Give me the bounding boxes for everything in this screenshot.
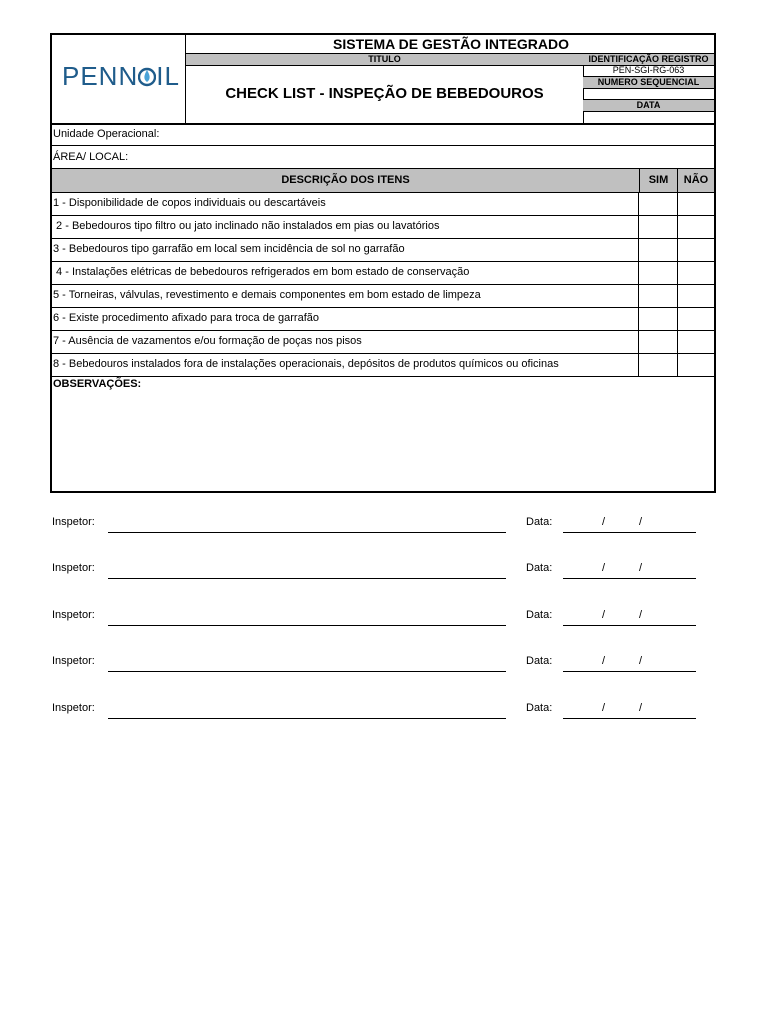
date-slash: / (602, 655, 606, 667)
item-description: 4 - Instalações elétricas de bebedouros refrigerados em bom estado de conservação (53, 261, 639, 284)
sim-checkbox[interactable] (640, 284, 678, 307)
titulo-label: TITULO (186, 53, 583, 66)
data-label: Data: (526, 655, 553, 667)
nao-checkbox[interactable] (678, 215, 714, 238)
table-row (52, 284, 714, 308)
sim-checkbox[interactable] (640, 330, 678, 353)
date-line[interactable] (563, 532, 696, 533)
sim-checkbox[interactable] (640, 192, 678, 215)
inspector-signature-row (52, 655, 700, 675)
date-slash: / (639, 562, 643, 574)
inspetor-label: Inspetor: (52, 516, 95, 528)
inspetor-line[interactable] (108, 671, 506, 672)
data-field[interactable] (583, 111, 714, 122)
item-description: 7 - Ausência de vazamentos e/ou formação de poças nos pisos (53, 330, 639, 353)
date-slash: / (639, 655, 643, 667)
date-slash: / (639, 702, 643, 714)
date-slash: / (602, 702, 606, 714)
inspector-signature-row (52, 516, 700, 536)
nao-checkbox[interactable] (678, 261, 714, 284)
sim-checkbox[interactable] (640, 307, 678, 330)
item-description: 5 - Torneiras, válvulas, revestimento e demais componentes em bom estado de limpeza (53, 284, 639, 307)
date-line[interactable] (563, 578, 696, 579)
page-title: CHECK LIST - INSPEÇÃO DE BEBEDOUROS (186, 65, 584, 123)
date-line[interactable] (563, 671, 696, 672)
nao-checkbox[interactable] (678, 330, 714, 353)
logo-cell (52, 35, 186, 123)
date-line[interactable] (563, 625, 696, 626)
date-line[interactable] (563, 718, 696, 719)
data-label: Data: (526, 702, 553, 714)
id-registro-label: IDENTIFICAÇÃO REGISTRO (583, 53, 714, 66)
system-title: SISTEMA DE GESTÃO INTEGRADO (333, 36, 569, 52)
item-description: 3 - Bebedouros tipo garrafão em local sem incidência de sol no garrafão (53, 238, 639, 261)
sim-checkbox[interactable] (640, 215, 678, 238)
inspetor-label: Inspetor: (52, 655, 95, 667)
area-local-field[interactable]: ÁREA/ LOCAL: (52, 146, 714, 169)
observacoes-label: OBSERVAÇÕES: (53, 378, 142, 390)
col-nao: NÃO (683, 174, 709, 186)
item-description: 6 - Existe procedimento afixado para troca de garrafão (53, 307, 639, 330)
table-row (52, 307, 714, 331)
inspector-signature-row (52, 562, 700, 582)
item-description: 2 - Bebedouros tipo filtro ou jato inclinado não instalados em pias ou lavatórios (53, 215, 639, 238)
inspetor-label: Inspetor: (52, 702, 95, 714)
table-row (52, 353, 714, 377)
unidade-operacional-field[interactable]: Unidade Operacional: (52, 123, 714, 146)
form-header (52, 35, 714, 125)
col-sim: SIM (640, 169, 678, 192)
data-label: Data: (526, 609, 553, 621)
inspector-signature-row (52, 702, 700, 722)
nao-checkbox[interactable] (678, 307, 714, 330)
table-row (52, 238, 714, 262)
table-row (52, 330, 714, 354)
company-logo: PENN IL (62, 61, 180, 91)
table-header (52, 169, 714, 193)
date-slash: / (602, 562, 606, 574)
data-label: Data: (526, 516, 553, 528)
table-row (52, 192, 714, 216)
inspetor-line[interactable] (108, 578, 506, 579)
inspetor-label: Inspetor: (52, 609, 95, 621)
nao-checkbox[interactable] (678, 284, 714, 307)
table-row (52, 261, 714, 285)
nao-checkbox[interactable] (678, 192, 714, 215)
nao-checkbox[interactable] (678, 353, 714, 376)
data-label: Data: (526, 562, 553, 574)
table-row (52, 215, 714, 239)
sim-checkbox[interactable] (640, 353, 678, 376)
numero-sequencial-label: NUMERO SEQUENCIAL (583, 76, 714, 89)
col-descricao: DESCRIÇÃO DOS ITENS (52, 169, 640, 192)
checklist-form (50, 33, 716, 493)
logo-drop-icon (138, 64, 156, 88)
date-slash: / (602, 516, 606, 528)
data-label: DATA (583, 99, 714, 112)
inspector-signature-row (52, 609, 700, 629)
inspetor-line[interactable] (108, 718, 506, 719)
identification-column (583, 53, 714, 123)
date-slash: / (639, 516, 643, 528)
date-slash: / (602, 609, 606, 621)
item-description: 1 - Disponibilidade de copos individuais ou descartáveis (53, 192, 639, 215)
id-registro-value[interactable]: PEN-SGI-RG-063 (583, 65, 714, 77)
sim-checkbox[interactable] (640, 238, 678, 261)
date-slash: / (639, 609, 643, 621)
sim-checkbox[interactable] (640, 261, 678, 284)
nao-checkbox[interactable] (678, 238, 714, 261)
inspetor-line[interactable] (108, 625, 506, 626)
inspetor-line[interactable] (108, 532, 506, 533)
inspetor-label: Inspetor: (52, 562, 95, 574)
item-description: 8 - Bebedouros instalados fora de instalações operacionais, depósitos de produtos químicos ou oficinas (53, 353, 639, 376)
